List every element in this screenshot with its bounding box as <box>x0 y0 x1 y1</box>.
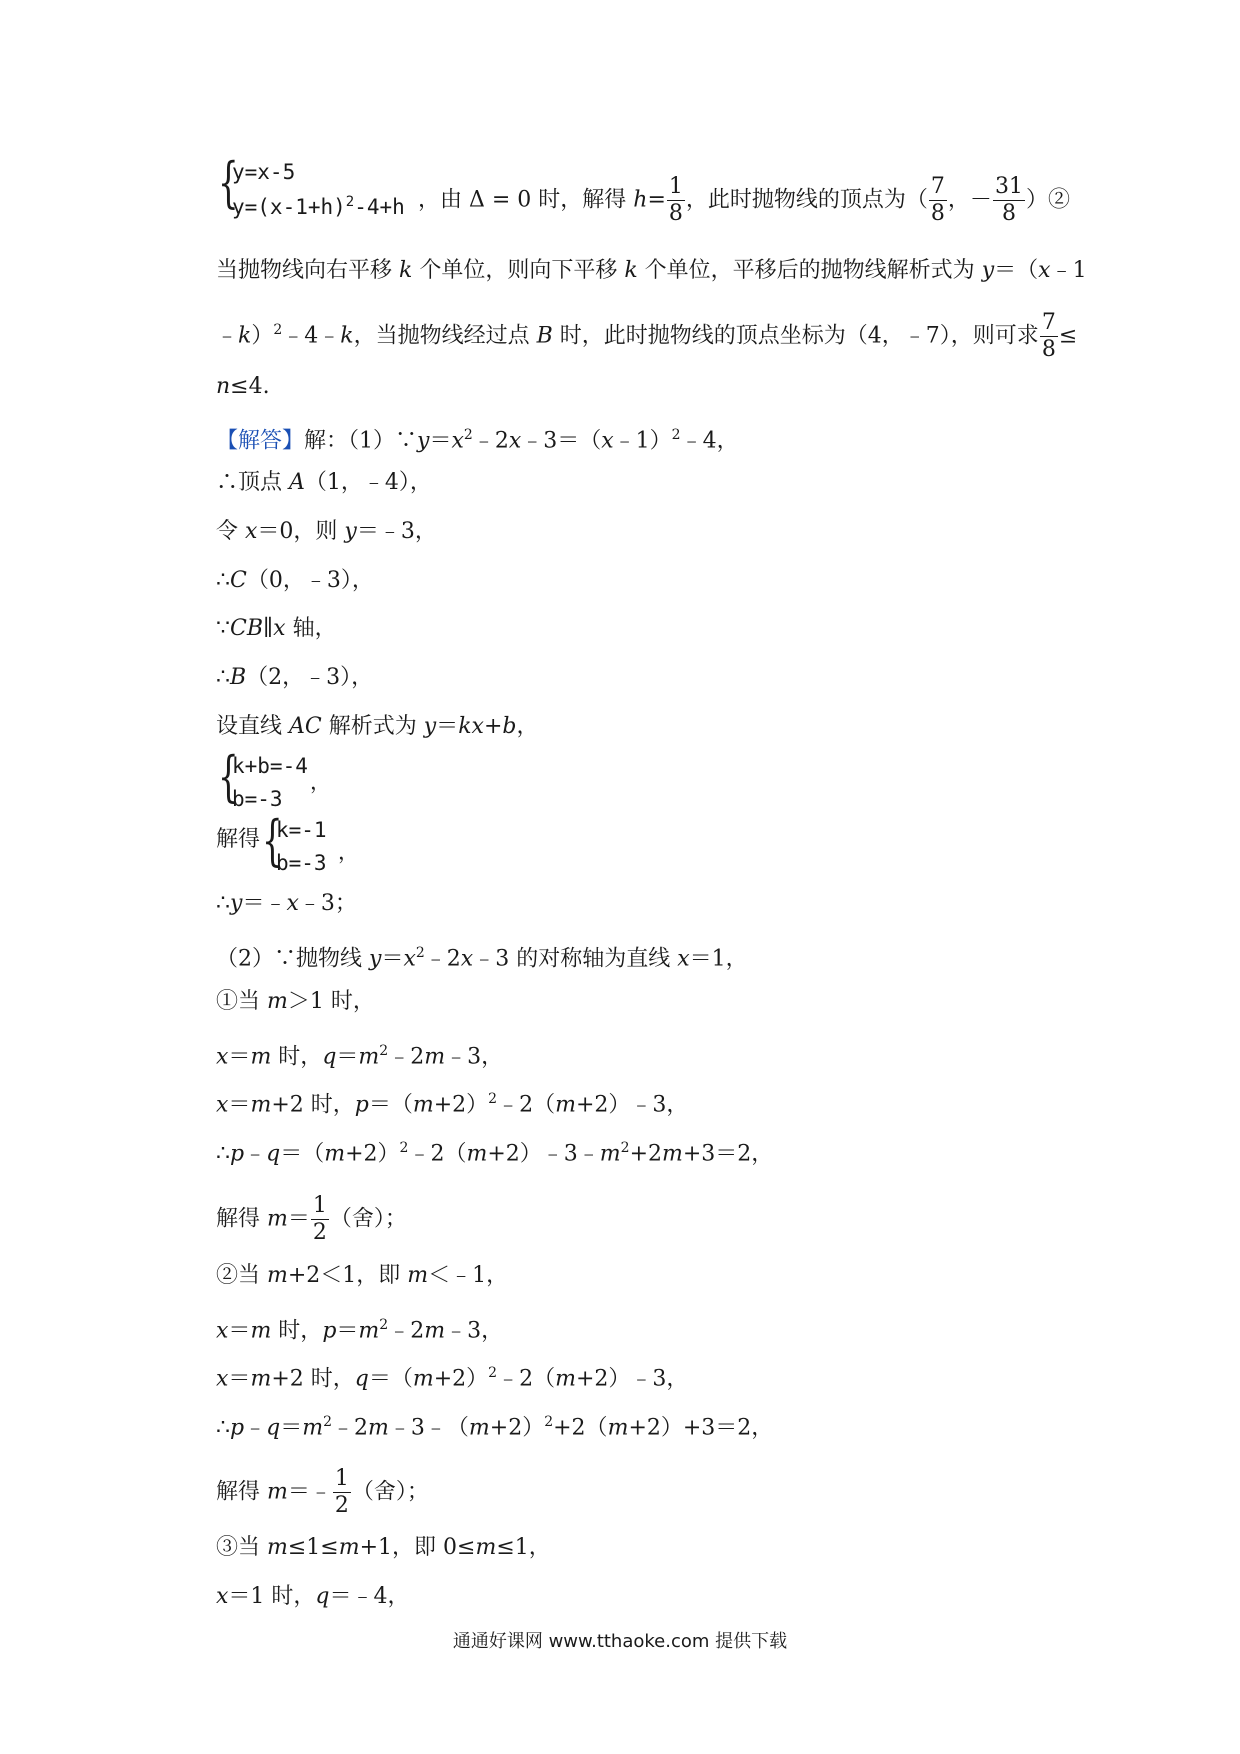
page-footer: 通通好课网 www.tthaoke.com 提供下载 <box>452 1631 788 1652</box>
sys3-row2: b=-3 <box>276 851 327 875</box>
line-15: x＝m 时，$q=m^2﹣2m﹣3$， <box>216 1043 504 1070</box>
sys1-row2: $y=(x-1+h)^2-4+h$ <box>232 194 405 219</box>
line-25: x＝1 时，q＝﹣4， <box>216 1584 410 1609</box>
answer-tag: 【解答】 <box>216 428 305 454</box>
line-20: x＝m 时，$p=m^2﹣2m﹣3$， <box>216 1317 504 1344</box>
line-18: 解得 m＝ $\frac{1}{2}$ （舍）； <box>216 1193 407 1245</box>
brace: { <box>218 745 239 808</box>
line-8: ∴C（0，﹣3）， <box>216 568 374 593</box>
sys3-row1: k=-1 <box>276 818 327 842</box>
line-6: ∴顶点 A（1，﹣4）， <box>216 470 432 495</box>
line-19: ②当 m+2＜1，即 m＜﹣1， <box>216 1263 509 1288</box>
line-16: x＝m+2 时，$p=(m+2)^2﹣2(m+2)﹣3$， <box>216 1091 689 1118</box>
line-23: 解得 m＝﹣ $\frac{1}{2}$ （舍）； <box>216 1466 429 1518</box>
sys2-row1: k+b=-4 <box>232 754 308 778</box>
fraction: $\frac{7}{8}$ <box>930 174 945 226</box>
brace: { <box>262 809 283 872</box>
line-3: ﹣k）$^2$﹣4﹣k，当抛物线经过点 B 时，此时抛物线的顶点坐标为（4，﹣7），则可求 $\frac{7}{8}$ ≤ <box>216 310 1078 362</box>
line-10: ∴B（2，﹣3）， <box>216 665 374 690</box>
brace: { <box>218 151 239 214</box>
line-17: $\therefore p﹣q=(m+2)^2﹣2(m+2)﹣3﹣m^2+2m+3=2$， <box>216 1140 774 1167</box>
line-solve-label: 解得 <box>216 827 261 852</box>
line-7: 令 x＝0，则 y＝﹣3， <box>216 519 437 544</box>
equation-system-3: { k=-1 b=-3 ， <box>262 809 359 875</box>
line-14: ①当 m＞1 时， <box>216 989 375 1014</box>
line-4: n≤4. <box>216 374 270 399</box>
line-12: ∴y＝﹣x﹣3； <box>216 891 357 916</box>
line-5: 【解答】解：$(1)\because y=x^2﹣2x﹣3=(x﹣1)^2﹣4$， <box>216 427 739 454</box>
line-22: $\therefore p﹣q=m^2﹣2m﹣3﹣(m+2)^2+2(m+2)+3=2$， <box>216 1414 774 1441</box>
line-1: ，由 Δ = 0 时，解得 h= $\frac{1}{8}$ ，此时抛物线的顶点为（ $\frac{7}{8}$ ，－ $\frac{31}{8}$ ）② <box>418 174 1070 226</box>
fraction: $\frac{1}{2}$ <box>334 1466 349 1518</box>
line-9: ∵CB∥x 轴， <box>216 616 337 641</box>
fraction: $\frac{7}{8}$ <box>1041 310 1056 362</box>
sys2-row2: b=-3 <box>232 787 283 811</box>
equation-system-2: { k+b=-4 b=-3 ， <box>218 745 331 811</box>
line-2: 当抛物线向右平移 k 个单位，则向下平移 k 个单位，平移后的抛物线解析式为 y＝（x﹣1 <box>216 258 1087 283</box>
fraction: $\frac{31}{8}$ <box>994 174 1023 226</box>
sys1-row1: y=x-5 <box>232 160 296 184</box>
line-24: ③当 m≤1≤m+1，即 0≤m≤1， <box>216 1535 551 1560</box>
fraction: $\frac{1}{2}$ <box>312 1193 327 1245</box>
fraction: $\frac{1}{8}$ <box>668 174 683 226</box>
line-21: x＝m+2 时，$q=(m+2)^2﹣2(m+2)﹣3$， <box>216 1365 689 1392</box>
line-11: 设直线 AC 解析式为 y＝kx+b， <box>216 714 539 739</box>
line-13: （2）∵抛物线 $y=x^2﹣2x﹣3$ 的对称轴为直线 x＝1， <box>216 945 748 972</box>
equation-system-1 <box>218 151 405 226</box>
